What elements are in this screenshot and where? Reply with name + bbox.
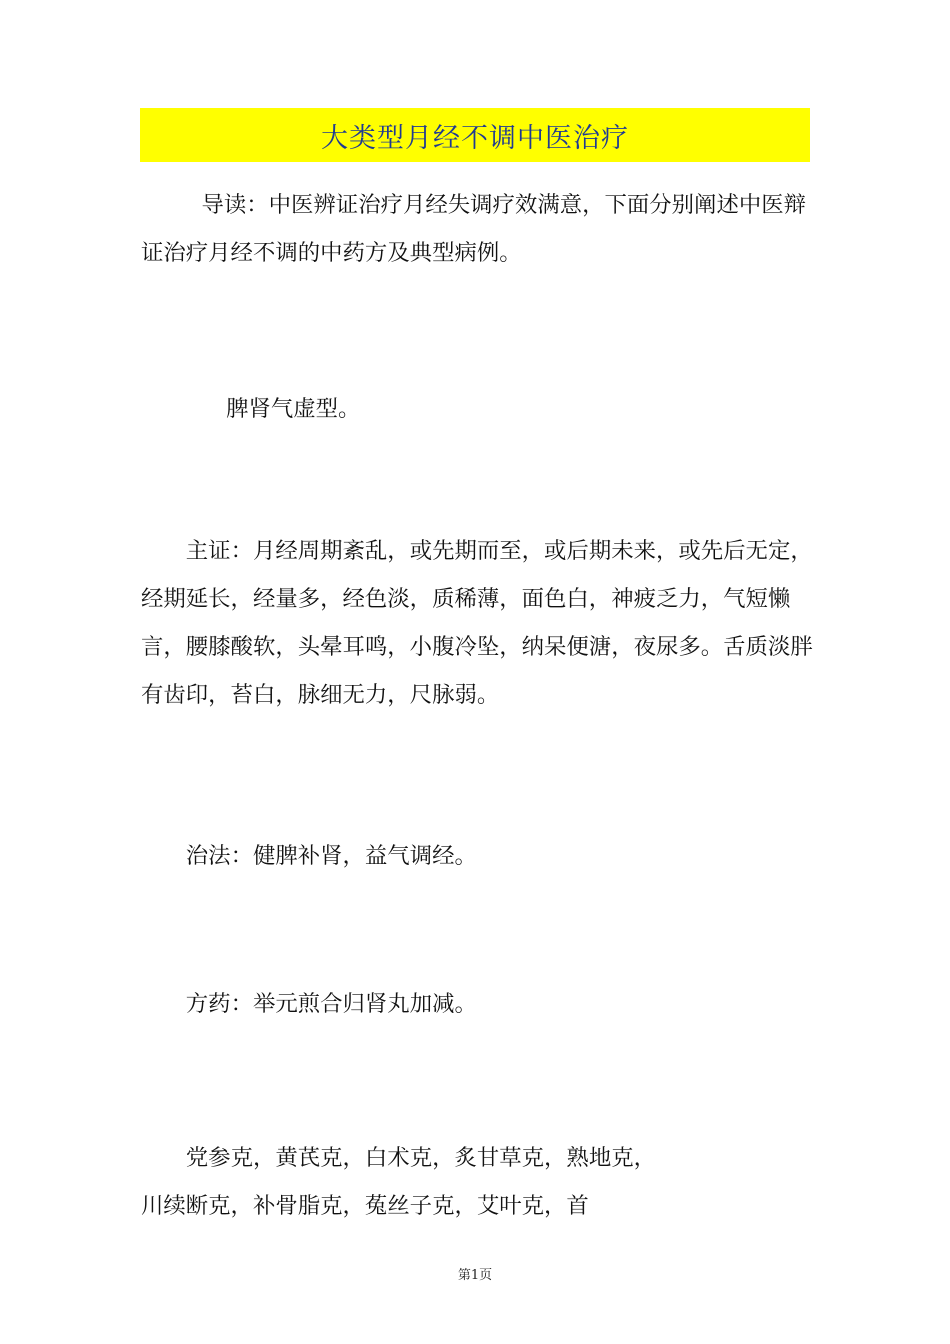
document-title: 大类型月经不调中医治疗 [321, 122, 629, 154]
herbs-paragraph: 党参克，黄芪克，白术克，炙甘草克，熟地克，川续断克，补骨脂克，菟丝子克，艾叶克，首 [141, 1145, 656, 1219]
treatment-method-paragraph: 治法：健脾补肾，益气调经。 [185, 843, 477, 869]
intro-paragraph: 导读：中医辨证治疗月经失调疗效满意，下面分别阐述中医辩证治疗月经不调的中药方及典型病例。 [141, 192, 807, 266]
page-number: 第1页 [457, 1268, 493, 1283]
prescription-paragraph: 方药：举元煎合归肾丸加减。 [185, 991, 477, 1017]
syndrome-type-heading: 脾肾气虚型。 [226, 396, 361, 422]
main-symptoms-paragraph: 主证：月经周期紊乱，或先期而至，或后期未来，或先后无定，经期延长，经量多，经色淡，质稀薄，面色白，神疲乏力，气短懒言，腰膝酸软，头晕耳鸣，小腹冷坠，纳呆便溏，夜尿多。舌质淡胖有齿印，苔白，脉细无力，尺脉弱。 [141, 538, 813, 708]
document-title-bar [140, 108, 810, 162]
